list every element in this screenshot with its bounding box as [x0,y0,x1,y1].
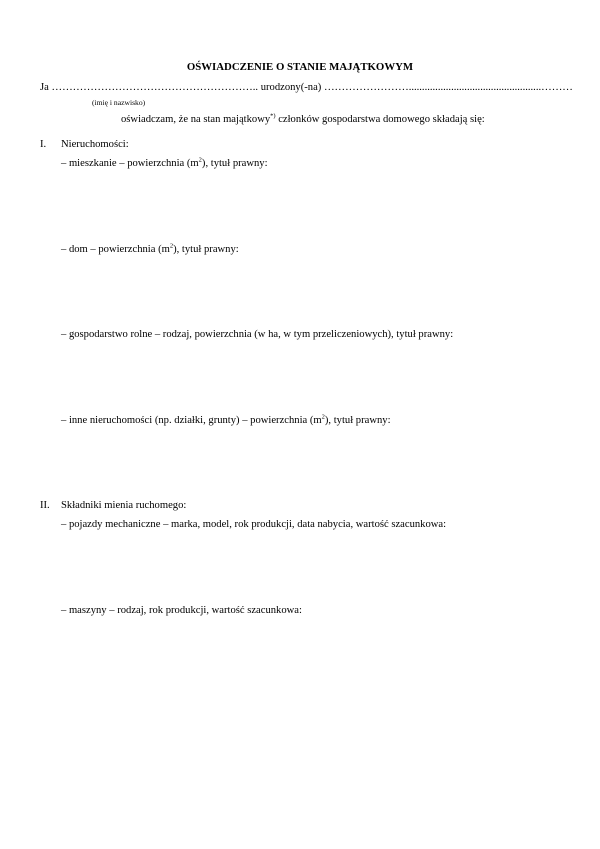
item-farm: – gospodarstwo rolne – rodzaj, powierzchnia (w ha, w tym przeliczeniowych), tytuł prawny: [61,329,454,340]
item-house-text: – dom – powierzchnia (m [61,244,170,255]
item-other-property-text: – inne nieruchomości (np. działki, grunty) – powierzchnia (m [61,415,322,426]
item-house-sup: 2 [169,242,174,250]
item-other-property [61,414,391,427]
item-apartment-text-after: ), tytuł prawny: [201,158,268,169]
section-1-numeral: I. [40,139,47,150]
declaration-text-after: członków gospodarstwa domowego składają się: [275,114,485,125]
item-other-property-text-after: ), tytuł prawny: [324,415,391,426]
declaration-statement [121,113,485,126]
item-apartment-text: – mieszkanie – powierzchnia (m [61,158,199,169]
item-house [61,243,239,256]
declaration-text-before: oświadczam, że na stan majątkowy [121,114,271,125]
declarant-name-line: Ja ………………………………………………….. urodzony(-na) ……………………..................................................……… [40,82,573,93]
item-machines: – maszyny – rodzaj, rok produkcji, wartość szacunkowa: [61,605,302,616]
footnote-marker: *) [270,112,276,120]
section-1-heading: Nieruchomości: [61,139,129,150]
item-house-text-after: ), tytuł prawny: [173,244,239,255]
section-2-numeral: II. [40,500,50,511]
name-caption: (imię i nazwisko) [92,98,146,107]
item-apartment [61,157,268,170]
section-2-heading: Składniki mienia ruchomego: [61,500,187,511]
item-other-property-sup: 2 [321,413,325,421]
item-apartment-sup: 2 [198,156,202,164]
item-vehicles: – pojazdy mechaniczne – marka, model, rok produkcji, data nabycia, wartość szacunkowa: [61,519,447,530]
document-title: OŚWIADCZENIE O STANIE MAJĄTKOWYM [186,61,414,73]
